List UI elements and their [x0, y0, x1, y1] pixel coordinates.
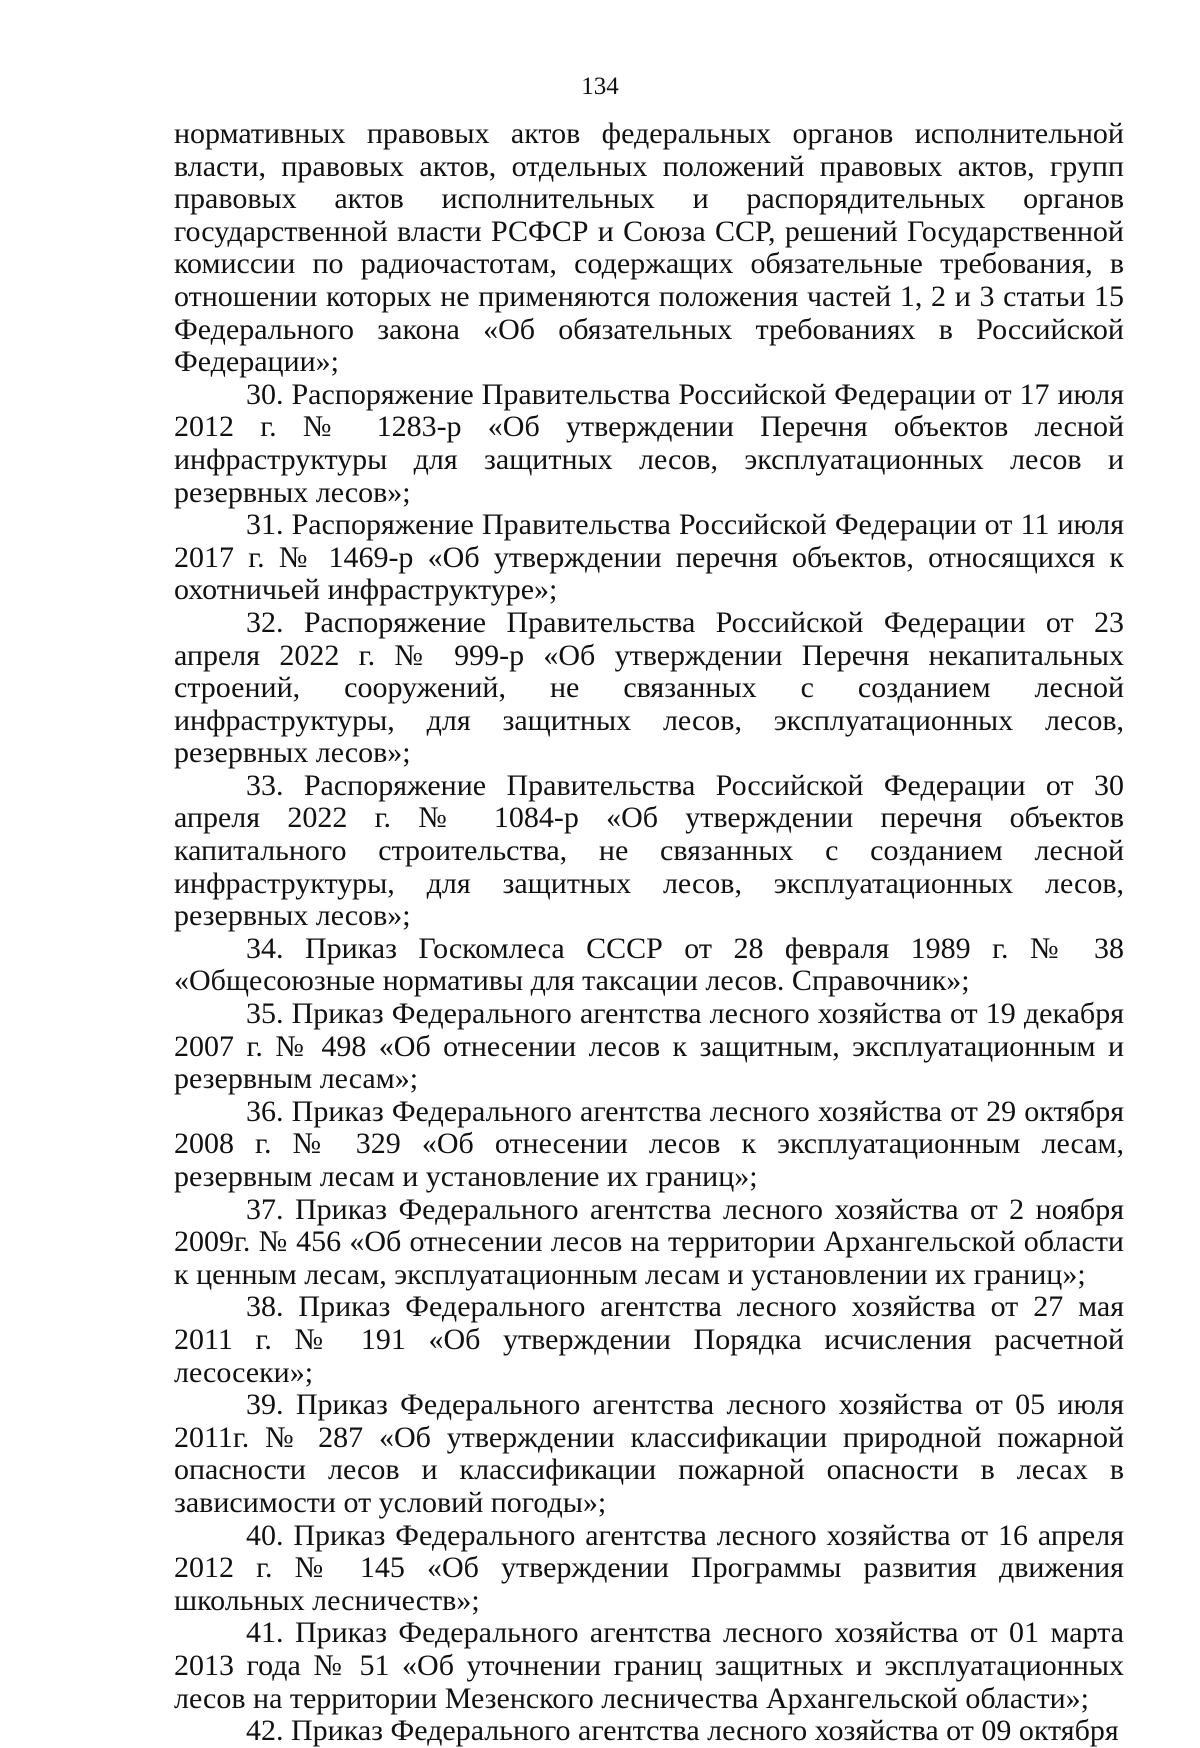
list-item-34: 34. Приказ Госкомлеса СССР от 28 февраля 1989 г. № 38 «Общесоюзные нормативы для таксации лесов. Справочник»; — [174, 931, 1124, 998]
list-item-30: 30. Распоряжение Правительства Российской Федерации от 17 июля 2012 г. № 1283-р «Об утверждении Перечня объектов лесной инфраструктуры для защитных лесов, эксплуатационных лесов и резервных лесов»; — [174, 377, 1124, 509]
list-item-38: 38. Приказ Федерального агентства лесного хозяйства от 27 мая 2011 г. № 191 «Об утверждении Порядка исчисления расчетной лесосеки»; — [174, 1290, 1124, 1389]
list-item-39: 39. Приказ Федерального агентства лесного хозяйства от 05 июля 2011г. № 287 «Об утверждении классификации природной пожарной опасности лесов и классификации пожарной опасности в лесах в зависимости от условий погоды»; — [174, 1388, 1124, 1519]
list-item-41: 41. Приказ Федерального агентства лесного хозяйства от 01 марта 2013 года № 51 «Об уточнении границ защитных и эксплуатационных лесов на территории Мезенского лесничества Архангельской области»; — [174, 1616, 1124, 1715]
page-number: 134 — [581, 73, 619, 100]
list-item-35: 35. Приказ Федерального агентства лесного хозяйства от 19 декабря 2007 г. № 498 «Об отнесении лесов к защитным, эксплуатационным и резервным лесам»; — [174, 997, 1124, 1096]
list-item-33: 33. Распоряжение Правительства Российской Федерации от 30 апреля 2022 г. № 1084-р «Об утверждении перечня объектов капитального строительства, не связанных с созданием лесной инфраструктуры, для защитных лесов, эксплуатационных лесов, резервных лесов»; — [174, 768, 1124, 933]
list-item-40: 40. Приказ Федерального агентства лесного хозяйства от 16 апреля 2012 г. № 145 «Об утверждении Программы развития движения школьных лесничеств»; — [174, 1518, 1124, 1617]
list-item-36: 36. Приказ Федерального агентства лесного хозяйства от 29 октября 2008 г. № 329 «Об отнесении лесов к эксплуатационным лесам, резервным лесам и установление их границ»; — [174, 1094, 1124, 1193]
list-item-31: 31. Распоряжение Правительства Российской Федерации от 11 июля 2017 г. № 1469-р «Об утверждении перечня объектов, относящихся к охотничьей инфраструктуре»; — [174, 508, 1124, 607]
paragraph-continuation: нормативных правовых актов федеральных органов исполнительной власти, правовых актов, отдельных положений правовых актов, групп правовых актов исполнительных и распорядительных органов государственной власти РСФСР и Союза ССР, решений Государственной комиссии по радиочастотам, содержащих обязательные требования, в отношении которых не применяются положения частей 1, 2 и 3 статьи 15 Федерального закона «Об обязательных требованиях в Российской Федерации»; — [174, 117, 1124, 379]
document-body — [174, 118, 1124, 1748]
list-item-32: 32. Распоряжение Правительства Российской Федерации от 23 апреля 2022 г. № 999-р «Об утверждении Перечня некапитальных строений, сооружений, не связанных с созданием лесной инфраструктуры, для защитных лесов, эксплуатационных лесов, резервных лесов»; — [174, 605, 1124, 770]
list-item-42: 42. Приказ Федерального агентства лесного хозяйства от 09 октября — [246, 1714, 1119, 1748]
list-item-37: 37. Приказ Федерального агентства лесного хозяйства от 2 ноября 2009г. № 456 «Об отнесении лесов на территории Архангельской области к ценным лесам, эксплуатационным лесам и установлении их границ»; — [174, 1192, 1124, 1291]
